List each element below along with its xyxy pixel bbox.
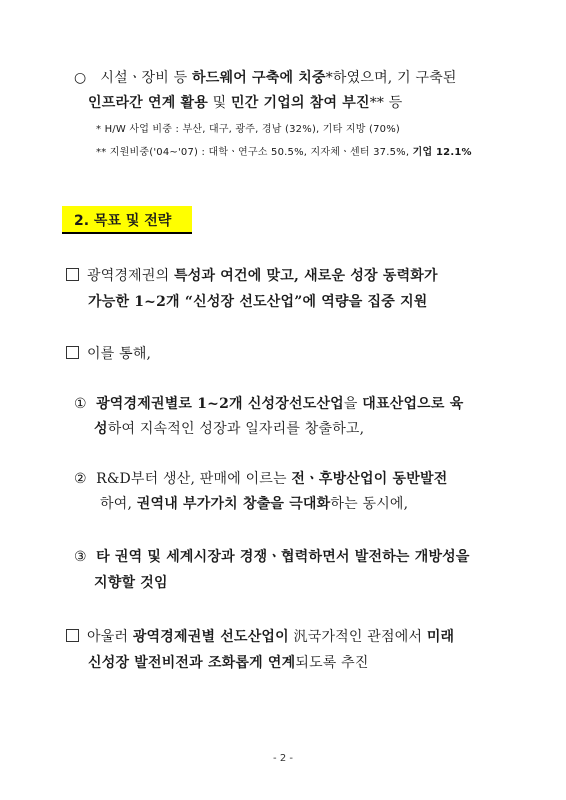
bullet-line-2: 인프라간 연계 활용 및 민간 기업의 참여 부진** 등 xyxy=(88,95,403,111)
item-1-line-2: 성하여 지속적인 성장과 일자리를 창출하고, xyxy=(94,421,365,437)
item-2-line-1: ② R&D부터 생산, 판매에 이르는 전ㆍ후방산업이 동반발전 xyxy=(74,471,448,487)
paragraph-1-line-1: 광역경제권의 특성과 여건에 맞고, 새로운 성장 동력화가 xyxy=(66,265,438,285)
paragraph-1-line-2: 가능한 1~2개 “신성장 선도산업”에 역량을 집중 지원 xyxy=(88,294,428,310)
footnote-1: * H/W 사업 비중 : 부산, 대구, 광주, 경남 (32%), 기타 지방 (70%) xyxy=(96,124,401,135)
section-title-box xyxy=(62,206,192,234)
section-title: 2. 목표 및 전략 xyxy=(74,213,172,229)
paragraph-3-line-2: 신성장 발전비전과 조화롭게 연계되도록 추진 xyxy=(88,655,369,671)
paragraph-2: 이를 통해, xyxy=(66,343,151,363)
item-3-line-1: ③ 타 권역 및 세계시장과 경쟁ㆍ협력하면서 발전하는 개방성을 xyxy=(74,549,470,565)
paragraph-3-line-1: 아울러 광역경제권별 선도산업이 汎국가적인 관점에서 미래 xyxy=(66,626,454,646)
item-2-line-2: 하여, 권역내 부가가치 창출을 극대화하는 동시에, xyxy=(100,496,409,512)
checkbox-square-icon xyxy=(66,629,79,642)
bullet-line-1: ○ 시설ㆍ장비 등 하드웨어 구축에 치중*하였으며, 기 구축된 xyxy=(74,70,457,86)
checkbox-square-icon xyxy=(66,346,79,359)
page-number: - 2 - xyxy=(273,753,293,764)
item-1-line-1: ① 광역경제권별로 1~2개 신성장선도산업을 대표산업으로 육 xyxy=(74,396,464,412)
bullet-marker: ○ xyxy=(74,70,87,86)
checkbox-square-icon xyxy=(66,268,79,281)
footnote-2: ** 지원비중('04~'07) : 대학ㆍ연구소 50.5%, 지자체ㆍ센터 37.5%, 기업 12.1% xyxy=(96,147,472,158)
item-3-line-2: 지향할 것임 xyxy=(94,575,168,591)
